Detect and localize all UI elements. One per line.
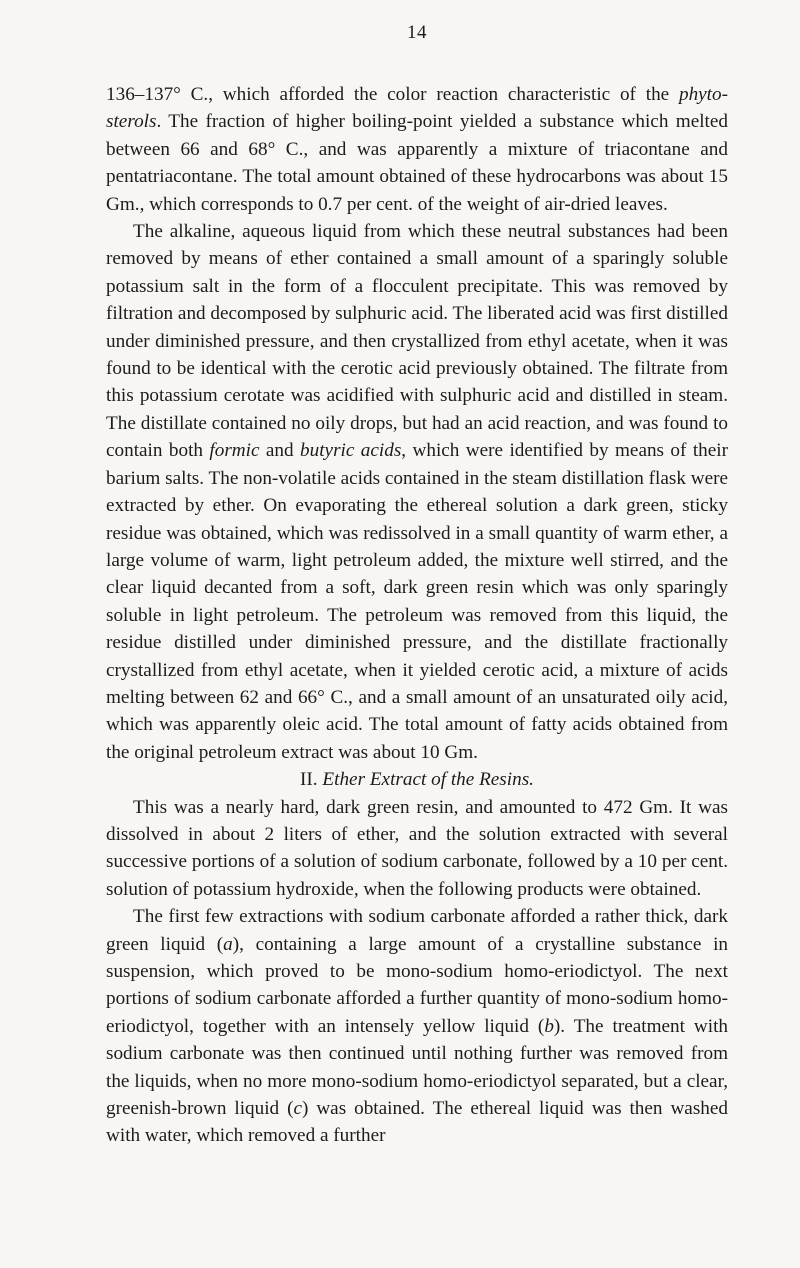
- section-numeral: II.: [300, 769, 318, 791]
- italic-text-run: phyto-sterols: [106, 84, 728, 133]
- italic-text-run: butyric acids: [300, 440, 402, 462]
- section-title: Ether Extract of the Resins.: [322, 769, 534, 791]
- italic-text-run: a: [223, 933, 233, 955]
- paragraph: [106, 794, 728, 904]
- paragraph: [106, 218, 728, 766]
- italic-text-run: c: [293, 1098, 302, 1120]
- paragraph: [106, 81, 728, 218]
- text-run: The alkaline, aqueous liquid from which these neutral substances had been removed by means of ether contained a small amount of a sparingly soluble potassium salt in the form of a flocculent precipitate. This was removed by filtration and decomposed by sulphuric acid. The liberated acid was first distilled under diminished pressure, and then crystallized from ethyl acetate, when it was found to be identical with the cerotic acid previously obtained. The filtrate from this potassium cerotate was acidified with sulphuric acid and distilled in steam. The distillate contained no oily drops, but had an acid reaction, and was found to contain both: [106, 221, 729, 462]
- text-run: ), containing a large amount of a crystalline substance in suspension, which proved to be mono-sodium homo-eriodictyol. The next portions of sodium carbonate afforded a further quantity of mono-sodium homo-eriodictyol, together with an intensely yellow liquid (: [106, 933, 729, 1037]
- italic-text-run: b: [544, 1015, 554, 1037]
- italic-text-run: formic: [209, 440, 260, 462]
- page-number: 14: [407, 22, 427, 43]
- text-run: 136–137° C., which afforded the color reaction characteristic of the: [106, 84, 679, 105]
- text-run: . The fraction of higher boiling-point yielded a substance which melted between 66 and 68° C., and was apparently a mixture of triacontane and pentatriacontane. The total amount obtained of these hydrocarbons was about 15 Gm., which corresponds to 0.7 per cent. of the weight of air-dried leaves.: [106, 111, 728, 215]
- text-run: , which were identified by means of their barium salts. The non-volatile acids contained in the steam distillation flask were extracted by ether. On evaporating the ethereal solution a dark green, sticky residue was obtained, which was redissolved in a small quantity of warm ether, a large volume of warm, light petroleum added, the mixture well stirred, and the clear liquid decanted from a soft, dark green resin which was only sparingly soluble in light petroleum. The petroleum was removed from this liquid, the residue distilled under diminished pressure, and the distillate fractionally crystallized from ethyl acetate, when it yielded cerotic acid, a mixture of acids melting between 62 and 66° C., and a small amount of an unsaturated oily acid, which was apparently oleic acid. The total amount of fatty acids obtained from the original petroleum extract was about 10 Gm.: [106, 440, 729, 763]
- text-run: ) was obtained. The ethereal liquid was then washed with water, which removed a further: [106, 1098, 728, 1147]
- text-run: ). The treatment with sodium carbonate was then continued until nothing further was removed from the liquids, when no more mono-sodium homo-eriodictyol separated, but a clear, greenish-brown liquid (: [106, 1015, 729, 1120]
- text-run: The first few extractions with sodium carbonate afforded a rather thick, dark green liquid (: [106, 906, 728, 955]
- text-run: This was a nearly hard, dark green resin, and amounted to 472 Gm. It was dissolved in about 2 liters of ether, and the solution extracted with several successive portions of a solution of sodium carbonate, followed by a 10 per cent. solution of potassium hydroxide, when the following products were obtained.: [106, 796, 728, 900]
- body-text: [106, 81, 728, 1150]
- text-run: and: [259, 440, 301, 462]
- section-heading: [106, 766, 728, 793]
- paragraph: [106, 903, 728, 1150]
